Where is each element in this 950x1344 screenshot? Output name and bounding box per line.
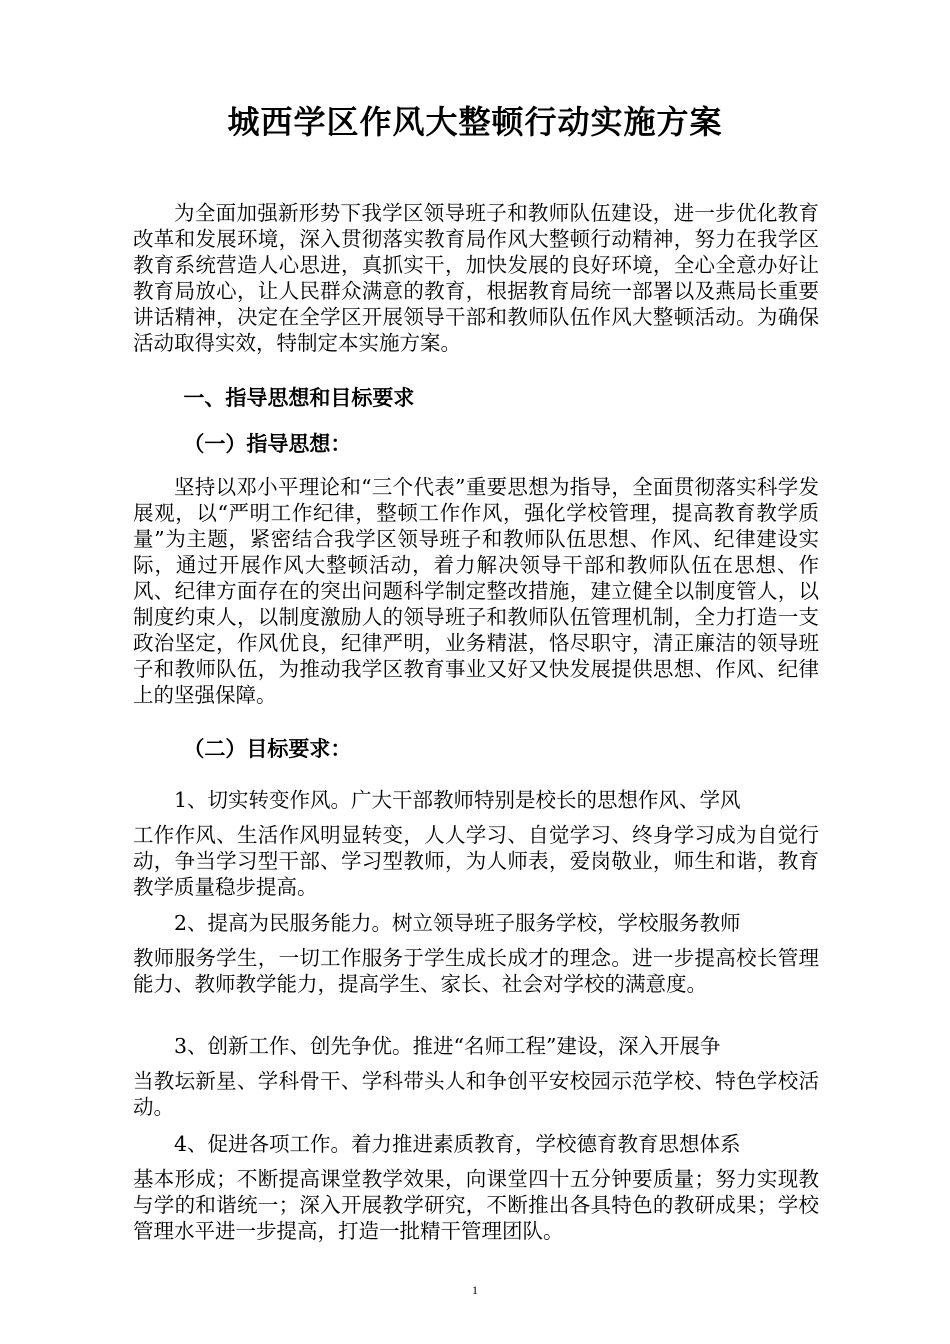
guiding-thought-paragraph: 坚持以邓小平理论和“三个代表”重要思想为指导，全面贯彻落实科学发展观，以“严明工作纪律，整顿工作作风，强化学校管理，提高教育教学质量”为主题，紧密结合我学区领导班子和教师队伍思想、作风、纪律建设实际，通过开展作风大整顿活动，着力解决领导干部和教师队伍在思想、作风、纪律方面存在的突出问题科学制定整改措施，建立健全以制度管人，以制度约束人，以制度激励人的领导班子和教师队伍管理机制，全力打造一支政治坚定，作风优良，纪律严明，业务精湛，恪尽职守，清正廉洁的领导班子和教师队伍，为推动我学区教育事业又好又快发展提供思想、作风、纪律上的坚强保障。 <box>133 475 819 707</box>
goal-item-text: 教师服务学生，一切工作服务于学生成长成才的理念。进一步提高校长管理能力、教师教学能力，提高学生、家长、社会对学校的满意度。 <box>133 946 819 996</box>
goal-item <box>133 910 819 997</box>
subheading-guiding-thought: （一）指导思想： <box>183 432 352 456</box>
intro-paragraph: 为全面加强新形势下我学区领导班子和教师队伍建设，进一步优化教育改革和发展环境，深入贯彻落实教育局作风大整顿行动精神，努力在我学区教育系统营造人心思进，真抓实干，加快发展的良好环境，全心全意办好让教育局放心，让人民群众满意的教育，根据教育局统一部署以及燕局长重要讲话精神，决定在全学区开展领导干部和教师队伍作风大整顿活动。为确保活动取得实效，特制定本实施方案。 <box>133 201 819 355</box>
goal-item-first-line: 4、促进各项工作。着力推进素质教育，学校德育教育思想体系 <box>174 1132 741 1156</box>
goal-item-text: 基本形成；不断提高课堂教学效果，向课堂四十五分钟要质量；努力实现教与学的和谐统一；深入开展教学研究，不断推出各具特色的教研成果；学校管理水平进一步提高，打造一批精干管理团队。 <box>133 1167 819 1243</box>
subheading-goals: （二）目标要求： <box>183 737 352 761</box>
goal-item-text: 当教坛新星、学科骨干、学科带头人和争创平安校园示范学校、特色学校活动。 <box>133 1069 819 1119</box>
document-title: 城西学区作风大整顿行动实施方案 <box>227 103 723 141</box>
goal-item <box>133 1131 819 1244</box>
page-number: 1 <box>472 1283 478 1297</box>
goal-item-text: 工作作风、生活作风明显转变，人人学习、自觉学习、终身学习成为自觉行动，争当学习型干部、学习型教师，为人师表，爱岗敬业，师生和谐，教育教学质量稳步提高。 <box>133 823 819 899</box>
goal-item-first-line: 1、切实转变作风。广大干部教师特别是校长的思想作风、学风 <box>174 788 741 812</box>
section-heading-guiding-and-goals: 一、指导思想和目标要求 <box>183 386 415 410</box>
goal-item-first-line: 3、创新工作、创先争优。推进“名师工程”建设，深入开展争 <box>174 1034 721 1058</box>
goal-item <box>133 787 819 900</box>
goal-item <box>133 1033 819 1120</box>
goal-item-first-line: 2、提高为民服务能力。树立领导班子服务学校，学校服务教师 <box>174 911 741 935</box>
